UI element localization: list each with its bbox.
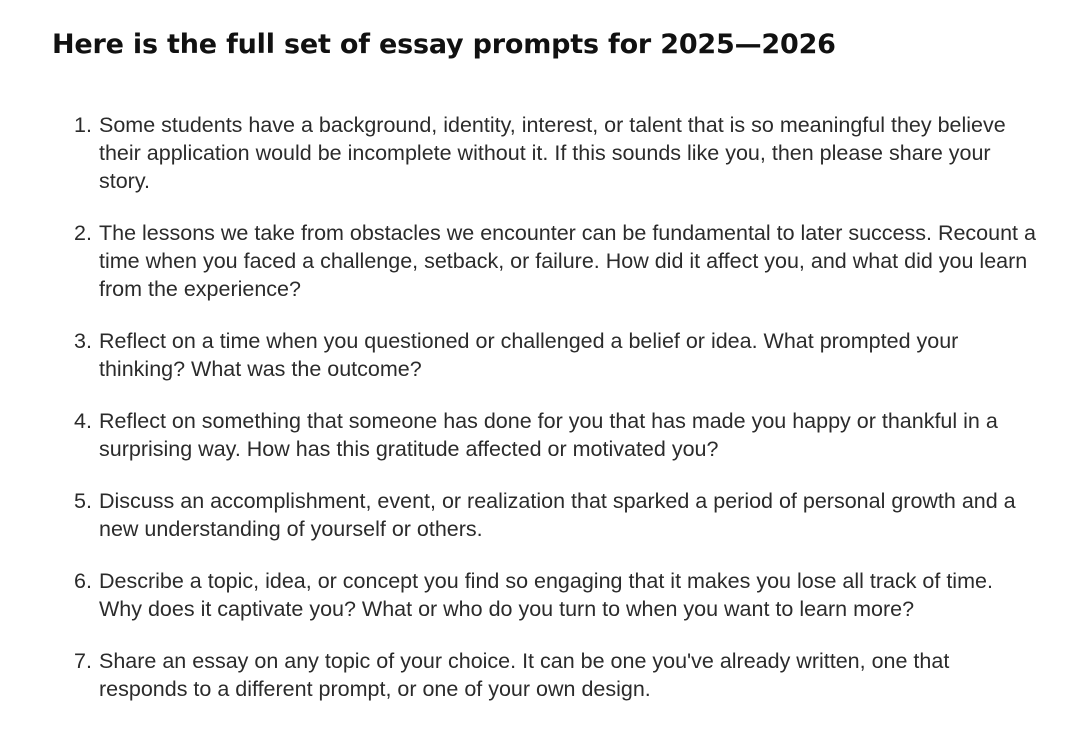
list-item [0,111,1080,195]
essay-prompt-list [0,111,1080,727]
list-item [0,647,1080,703]
list-item-number: 2. [74,221,92,245]
list-item-text: Describe a topic, idea, or concept you find so engaging that it makes you lose all track of time. Why does it captivate you? What or who do you turn to when you want to learn more? [99,569,993,621]
list-item [0,567,1080,623]
list-item [0,407,1080,463]
list-item [0,487,1080,543]
list-item-number: 6. [74,569,92,593]
list-item-text: Reflect on a time when you questioned or challenged a belief or idea. What prompted your thinking? What was the outcome? [99,329,959,381]
list-item-number: 7. [74,649,92,673]
page-title: Here is the full set of essay prompts for 2025—2026 [52,29,836,60]
list-item-number: 5. [74,489,92,513]
list-item-text: Discuss an accomplishment, event, or realization that sparked a period of personal growth and a new understanding of yourself or others. [99,489,1016,541]
list-item-text: Share an essay on any topic of your choice. It can be one you've already written, one that responds to a different prompt, or one of your own design. [99,649,950,701]
list-item-number: 3. [74,329,92,353]
list-item-text: Some students have a background, identity, interest, or talent that is so meaningful they believe their application would be incomplete without it. If this sounds like you, then please share your story. [99,113,1006,193]
list-item-number: 1. [74,113,92,137]
list-item [0,327,1080,383]
list-item-text: The lessons we take from obstacles we encounter can be fundamental to later success. Recount a time when you faced a challenge, setback, or failure. How did it affect you, and what did you learn from the experience? [99,221,1036,301]
list-item [0,219,1080,303]
list-item-text: Reflect on something that someone has done for you that has made you happy or thankful in a surprising way. How has this gratitude affected or motivated you? [99,409,998,461]
list-item-number: 4. [74,409,92,433]
